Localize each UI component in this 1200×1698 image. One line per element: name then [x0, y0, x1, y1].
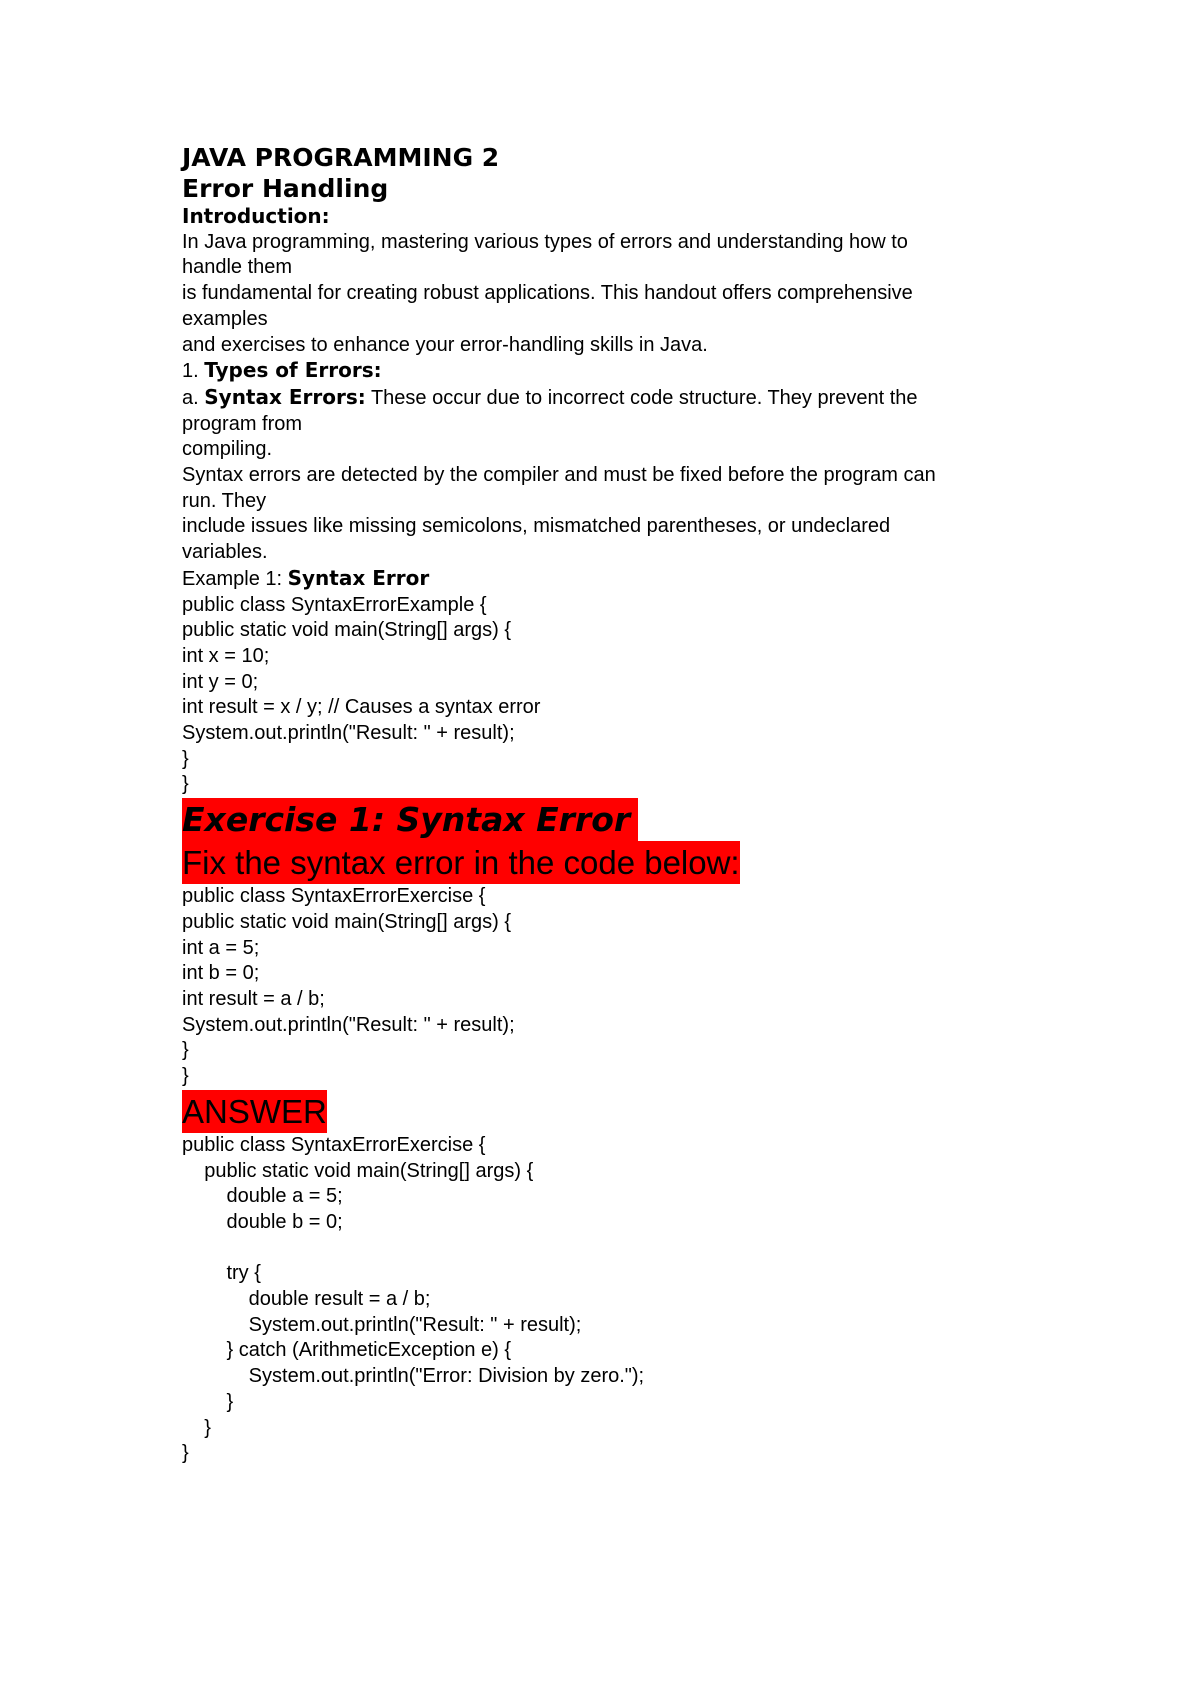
exercise-1-code — [182, 884, 1042, 1090]
answer-block — [182, 1090, 1042, 1133]
example-1-code — [182, 593, 1042, 799]
code-line: } catch (ArithmeticException e) { — [182, 1339, 512, 1362]
example-prefix: Example 1: — [182, 567, 288, 590]
code-line: public static void main(String[] args) { — [182, 910, 512, 933]
code-line: System.out.println("Result: " + result); — [182, 722, 515, 745]
section-title: Types of Errors: — [204, 358, 382, 383]
syntax-errors-line: variables. — [182, 541, 268, 564]
syntax-errors-line: include issues like missing semicolons, mismatched parentheses, or undeclared — [182, 515, 891, 538]
code-line: } — [182, 1390, 234, 1413]
code-line: public class SyntaxErrorExercise { — [182, 885, 486, 908]
syntax-errors-desc: These occur due to incorrect code structure. They prevent the — [365, 386, 918, 409]
syntax-errors-paragraph — [182, 385, 1042, 566]
code-line: int y = 0; — [182, 670, 259, 693]
code-line: System.out.println("Error: Division by zero."); — [182, 1365, 645, 1388]
intro-line: and exercises to enhance your error-handling skills in Java. — [182, 333, 708, 356]
exercise-1-title: Exercise 1: Syntax Error — [182, 798, 638, 841]
section-number: 1. — [182, 360, 205, 383]
syntax-errors-line: run. They — [182, 489, 267, 512]
intro-line: handle them — [182, 256, 293, 279]
exercise-1-title-block — [182, 798, 1042, 841]
code-line: System.out.println("Result: " + result); — [182, 1013, 515, 1036]
code-line: int result = a / b; — [182, 987, 325, 1010]
syntax-errors-first-line — [182, 385, 1042, 412]
list-marker: a. — [182, 386, 205, 409]
exercise-1-instruction: Fix the syntax error in the code below: — [182, 841, 740, 884]
code-line: } — [182, 1039, 189, 1062]
code-line: int a = 5; — [182, 936, 260, 959]
example-label: Syntax Error — [287, 565, 430, 590]
syntax-errors-line: program from — [182, 412, 303, 435]
code-line: double result = a / b; — [182, 1288, 431, 1311]
code-line: double a = 5; — [182, 1185, 343, 1208]
document-subtitle: Error Handling — [182, 174, 389, 203]
code-line: public class SyntaxErrorExample { — [182, 593, 487, 616]
code-line: public static void main(String[] args) { — [182, 619, 512, 642]
code-line: System.out.println("Result: " + result); — [182, 1313, 582, 1336]
code-line: public static void main(String[] args) { — [182, 1159, 534, 1182]
code-line: } — [182, 1442, 189, 1465]
intro-line: is fundamental for creating robust applications. This handout offers comprehensive — [182, 282, 913, 305]
document-title: JAVA PROGRAMMING 2 — [182, 143, 500, 172]
code-line: try { — [182, 1262, 261, 1285]
code-line: int result = x / y; // Causes a syntax error — [182, 696, 541, 719]
answer-label: ANSWER — [182, 1090, 327, 1133]
syntax-errors-term: Syntax Errors: — [204, 384, 366, 409]
code-line: int b = 0; — [182, 962, 260, 985]
intro-paragraph — [182, 230, 1042, 359]
code-line: } — [182, 1416, 211, 1439]
intro-line: In Java programming, mastering various types of errors and understanding how to — [182, 230, 908, 253]
code-line: } — [182, 1065, 189, 1088]
syntax-errors-line: compiling. — [182, 438, 273, 461]
code-line: } — [182, 773, 189, 796]
code-line: int x = 10; — [182, 644, 270, 667]
intro-line: examples — [182, 307, 268, 330]
code-line-blank — [182, 1236, 1042, 1262]
intro-heading: Introduction: — [182, 204, 330, 228]
code-line: } — [182, 747, 189, 770]
syntax-errors-line: Syntax errors are detected by the compiler and must be fixed before the program can — [182, 464, 936, 487]
document-content — [182, 143, 1042, 1467]
code-line: double b = 0; — [182, 1210, 343, 1233]
exercise-1-instruction-block — [182, 841, 1042, 884]
code-line: public class SyntaxErrorExercise { — [182, 1133, 486, 1156]
example-1-heading — [182, 566, 1042, 593]
section-heading-types-of-errors — [182, 358, 1042, 385]
answer-code — [182, 1133, 1042, 1467]
